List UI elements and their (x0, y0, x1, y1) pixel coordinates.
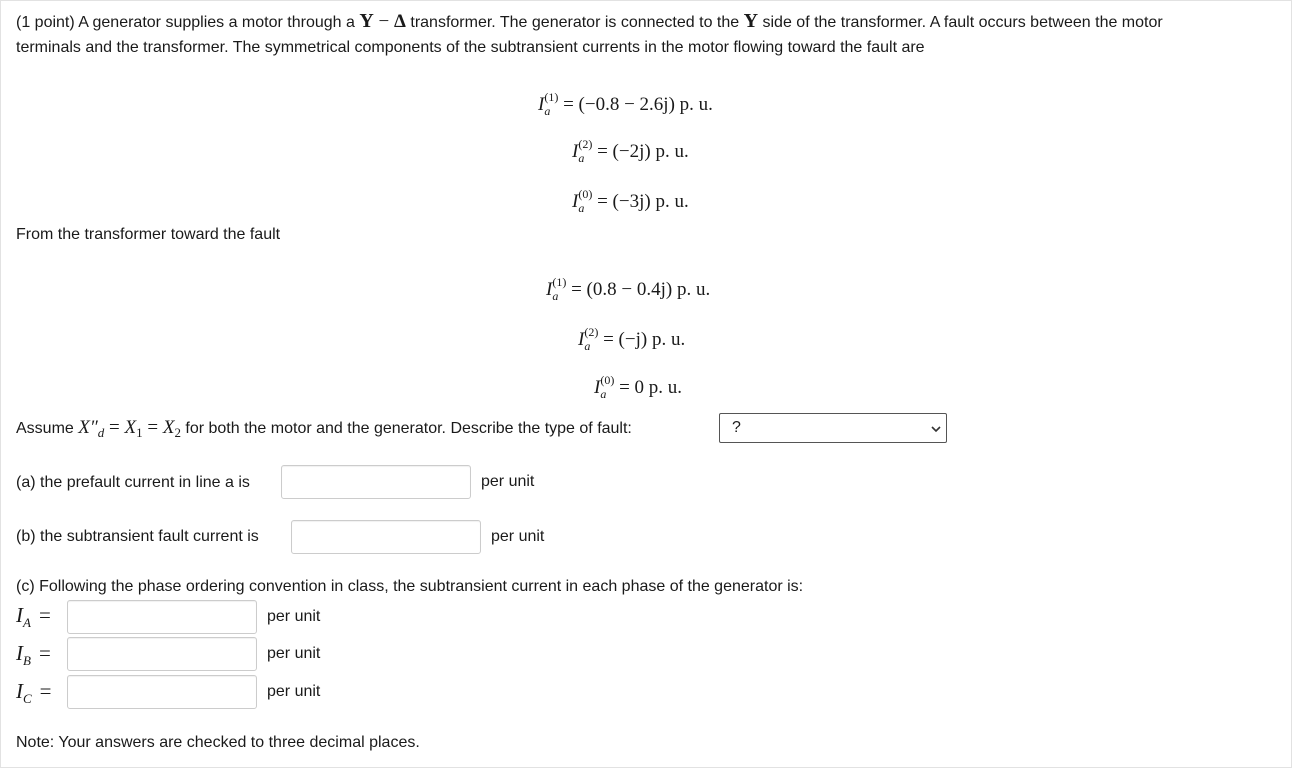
problem-statement (16, 9, 1291, 60)
eq-rhs: = 0 p. u. (619, 377, 683, 398)
eq-sub: a (600, 387, 607, 401)
motor-eq-3 (572, 182, 689, 220)
transformer-eq-3 (594, 368, 682, 406)
eq-sub: a (584, 339, 591, 353)
delta-symbol: Δ (394, 11, 406, 32)
eq-sup: (2) (578, 137, 593, 151)
prefault-current-input[interactable] (281, 465, 471, 499)
phase-b-label: $I_B$ = (16, 641, 51, 668)
eq-sub: a (578, 151, 585, 165)
intro-text-3: side of the transformer. A fault occurs between the motor (758, 14, 1163, 31)
phase-c-current-input[interactable] (67, 675, 257, 709)
motor-eq-1 (538, 85, 713, 123)
eq-sup: (2) (584, 325, 599, 339)
intro-text-1: A generator supplies a motor through a (74, 14, 360, 31)
motor-eq-2 (572, 132, 689, 170)
phase-b-current-input[interactable] (67, 637, 257, 671)
phase-a-current-input[interactable] (67, 600, 257, 634)
intro-text-2: transformer. The generator is connected to the (405, 14, 744, 31)
chevron-down-icon (930, 423, 942, 435)
transformer-eq-2 (578, 320, 685, 358)
phase-c-label: $I_C$ = (16, 679, 52, 706)
phase-symbol: I (16, 603, 23, 627)
assume-math: $X''_d = X_1 = X_2$ (78, 417, 181, 440)
transformer-label: From the transformer toward the fault (16, 226, 281, 243)
part-a-unit: per unit (481, 473, 535, 490)
eq-rhs: = (−2j) p. u. (597, 141, 689, 162)
eq-sub: a (552, 289, 559, 303)
eq-symbol: I (594, 377, 601, 398)
intro-line-2: terminals and the transformer. The symmetrical components of the subtransient currents in the motor flowing toward the fault are (16, 39, 925, 56)
eq-symbol: I (572, 141, 579, 162)
eq-sup: (1) (552, 275, 567, 289)
phase-sub: C (23, 691, 32, 706)
eq-rhs: = (−j) p. u. (603, 329, 686, 350)
assume-suffix: for both the motor and the generator. Describe the type of fault: (180, 420, 632, 437)
phase-c-unit: per unit (267, 683, 321, 700)
phase-b-unit: per unit (267, 645, 321, 662)
points-label: (1 point) (16, 14, 75, 31)
assume-line (16, 415, 632, 445)
eq-sub: a (544, 104, 551, 118)
eq-symbol: I (538, 94, 545, 115)
phase-a-label: $I_A$ = (16, 603, 51, 630)
phase-symbol: I (16, 641, 23, 665)
phase-sub: A (23, 615, 31, 630)
fault-current-input[interactable] (291, 520, 481, 554)
fault-type-value: ? (732, 419, 741, 436)
assume-prefix: Assume (16, 420, 79, 437)
eq-rhs: = (−0.8 − 2.6j) p. u. (563, 94, 713, 115)
eq-rhs: = (0.8 − 0.4j) p. u. (571, 279, 711, 300)
eq-symbol: I (572, 191, 579, 212)
eq-sup: (1) (544, 90, 559, 104)
eq-symbol: I (578, 329, 585, 350)
fault-type-select[interactable] (719, 413, 947, 443)
eq-sub: a (578, 201, 585, 215)
part-c-label: (c) Following the phase ordering convention in class, the subtransient current in each phase of the generator is: (16, 578, 804, 595)
eq-sup: (0) (578, 187, 593, 201)
part-a-label: (a) the prefault current in line a is (16, 474, 250, 491)
part-b-label: (b) the subtransient fault current is (16, 528, 259, 545)
phase-symbol: I (16, 679, 23, 703)
eq-sup: (0) (600, 373, 615, 387)
y-symbol: Y (359, 10, 374, 32)
y-symbol-2: Y (743, 10, 759, 32)
part-b-unit: per unit (491, 528, 545, 545)
phase-a-unit: per unit (267, 608, 321, 625)
transformer-eq-1 (546, 270, 710, 308)
eq-symbol: I (546, 279, 553, 300)
dash-symbol: − (373, 11, 394, 32)
phase-sub: B (23, 653, 31, 668)
note-text: Note: Your answers are checked to three decimal places. (16, 734, 420, 751)
eq-rhs: = (−3j) p. u. (597, 191, 689, 212)
